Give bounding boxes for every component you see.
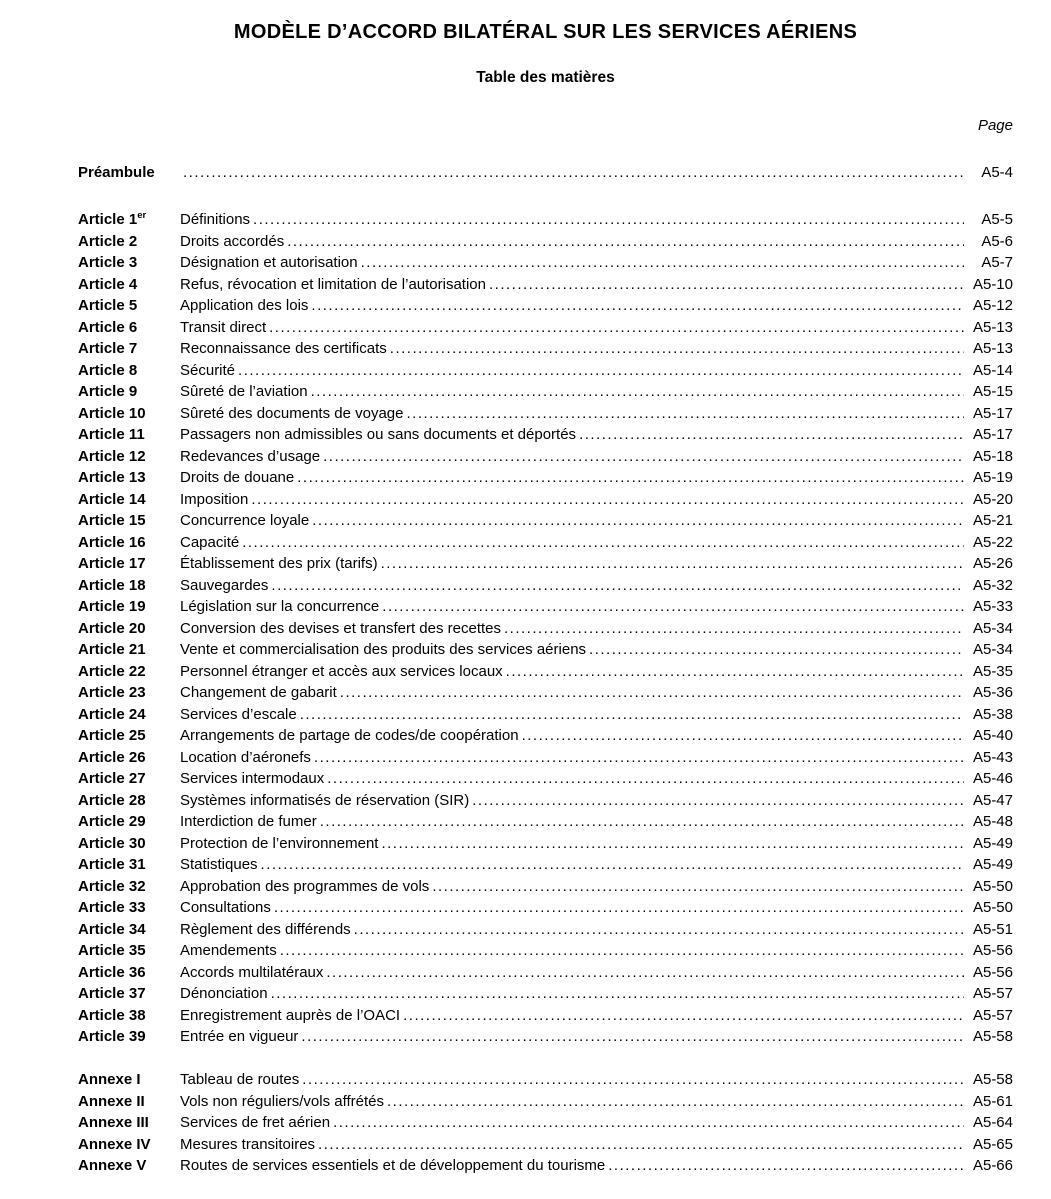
- toc-entry-label: Article 14: [78, 490, 146, 508]
- dot-leader: [298, 1026, 964, 1048]
- dot-leader: [250, 209, 964, 231]
- toc-entry-title: Concurrence loyale: [180, 512, 310, 529]
- dot-leader: [180, 162, 964, 184]
- dot-leader: [317, 811, 964, 833]
- toc-entry-title: Imposition: [180, 490, 249, 508]
- toc-entry-page: A5-13: [972, 318, 1013, 336]
- toc-entry-label: Article 25: [78, 727, 146, 744]
- toc-entry-title: Redevances d’usage: [180, 447, 321, 465]
- dot-leader: [503, 661, 964, 683]
- toc-entry-label: Article 13: [78, 469, 146, 486]
- toc-row: [78, 876, 1013, 898]
- dot-leader: [358, 252, 964, 274]
- toc-entry-label: Article 15: [78, 512, 146, 529]
- toc-annexes-group: [78, 1069, 1013, 1177]
- toc-entry-title: Transit direct: [180, 318, 267, 336]
- toc-entry-label: Article 7: [78, 340, 138, 357]
- toc-row: [78, 940, 1013, 962]
- toc-entry-page: A5-20: [972, 490, 1013, 508]
- toc-entry-title: Sûreté de l’aviation: [180, 383, 308, 400]
- toc-row: [78, 252, 1013, 274]
- toc-entry-label: Article 11: [78, 426, 145, 443]
- toc-entry-title: Droits accordés: [180, 232, 285, 250]
- toc-entry-label: Article 6: [78, 318, 138, 336]
- toc-entry-label: Article 29: [78, 813, 146, 830]
- toc-entry-title: Sûreté des documents de voyage: [180, 404, 404, 422]
- toc-entry-title: Vols non réguliers/vols affrétés: [180, 1092, 385, 1110]
- toc-row: [78, 338, 1013, 360]
- toc-row: [78, 854, 1013, 876]
- toc-entry-page: A5-61: [972, 1092, 1013, 1110]
- toc-entry-page: A5-43: [972, 748, 1013, 766]
- toc-entry-title: Amendements: [180, 942, 277, 959]
- dot-leader: [378, 553, 964, 575]
- dot-leader: [294, 467, 964, 489]
- toc-entry-page: A5-32: [972, 576, 1013, 594]
- toc-row: [78, 381, 1013, 403]
- toc-entry-title: Changement de gabarit: [180, 684, 337, 701]
- toc-row: [78, 639, 1013, 661]
- toc-row: [78, 553, 1013, 575]
- toc-entry-title: Personnel étranger et accès aux services locaux: [180, 662, 503, 680]
- toc-entry-label: Article 18: [78, 576, 146, 594]
- dot-leader: [239, 532, 964, 554]
- toc-entry-page: A5-10: [972, 275, 1013, 293]
- toc-preamble-group: [78, 162, 1013, 184]
- toc-row: [78, 725, 1013, 747]
- toc-entry-title: Arrangements de partage de codes/de coopération: [180, 727, 519, 744]
- toc-entry-page: A5-57: [972, 1006, 1013, 1024]
- toc-entry-label: Annexe III: [78, 1114, 149, 1131]
- dot-leader: [403, 403, 964, 425]
- toc-row: [78, 661, 1013, 683]
- dot-leader: [351, 919, 964, 941]
- toc-row: [78, 1091, 1013, 1113]
- toc-entry-page: A5-50: [972, 899, 1013, 916]
- toc-entry-title: Enregistrement auprès de l’OACI: [180, 1006, 401, 1024]
- page-column-label: Page: [977, 117, 1013, 134]
- toc-entry-label: Article 20: [78, 619, 146, 637]
- toc-entry-label: Article 34: [78, 920, 146, 938]
- toc-row: [78, 424, 1013, 446]
- toc-entry-page: A5-48: [972, 813, 1013, 830]
- toc-row: [78, 162, 1013, 184]
- toc-entry-page: A5-17: [972, 426, 1013, 443]
- dot-leader: [469, 790, 964, 812]
- dot-leader: [311, 747, 964, 769]
- toc-row: [78, 532, 1013, 554]
- toc-row: [78, 403, 1013, 425]
- toc-entry-title: Sécurité: [180, 361, 236, 379]
- toc-row: [78, 1005, 1013, 1027]
- toc-entry-label-superscript: er: [137, 210, 147, 221]
- toc-entry-title: Tableau de routes: [180, 1071, 300, 1088]
- toc-entry-label: Article 5: [78, 297, 138, 314]
- toc-row: [78, 811, 1013, 833]
- dot-leader: [266, 317, 964, 339]
- dot-leader: [586, 639, 964, 661]
- toc-entry-title: Protection de l’environnement: [180, 834, 379, 852]
- toc-row: [78, 274, 1013, 296]
- toc-row: [78, 1112, 1013, 1134]
- toc-entry-page: A5-34: [972, 619, 1013, 637]
- toc-entry-page: A5-50: [972, 877, 1013, 895]
- dot-leader: [258, 854, 964, 876]
- toc-entry-page: A5-33: [972, 598, 1013, 615]
- toc-entry-label: Article 16: [78, 533, 146, 551]
- toc-entry-page: A5-65: [972, 1135, 1013, 1153]
- toc-entry-title: Refus, révocation et limitation de l’autorisation: [180, 275, 486, 293]
- toc-entry-title: Conversion des devises et transfert des recettes: [180, 619, 501, 637]
- toc-entry-page: A5-7: [981, 254, 1013, 271]
- toc-entry-label: Article 2: [78, 232, 138, 250]
- toc-entry-title: Capacité: [180, 533, 240, 551]
- toc-entry-page: A5-66: [972, 1157, 1013, 1174]
- dot-leader: [320, 446, 964, 468]
- toc-row: [78, 897, 1013, 919]
- dot-leader: [284, 231, 964, 253]
- dot-leader: [486, 274, 964, 296]
- toc-entry-page: A5-34: [972, 641, 1013, 658]
- toc-entry-title: Routes de services essentiels et de développement du tourisme: [180, 1157, 606, 1174]
- toc-row: [78, 747, 1013, 769]
- toc-row: [78, 575, 1013, 597]
- toc-entry-title: Application des lois: [180, 297, 309, 314]
- dot-leader: [605, 1155, 964, 1177]
- toc-row: [78, 467, 1013, 489]
- toc-entry-label: Article 24: [78, 705, 146, 723]
- toc-entry-label: Article 35: [78, 942, 146, 959]
- toc-entry-label: Article 32: [78, 877, 146, 895]
- toc-entry-label: Article 12: [78, 447, 146, 465]
- toc-entry-page: A5-56: [972, 963, 1013, 981]
- dot-leader: [429, 876, 964, 898]
- toc-entry-label: Article 38: [78, 1006, 146, 1024]
- toc-row: [78, 1155, 1013, 1177]
- toc-entry-label: Article 36: [78, 963, 146, 981]
- toc-entry-label: Article 10: [78, 404, 146, 422]
- toc-entry-title: Systèmes informatisés de réservation (SIR): [180, 791, 470, 809]
- toc-entry-page: A5-49: [972, 834, 1013, 852]
- dot-leader: [299, 1069, 964, 1091]
- toc-entry-label: Article 27: [78, 770, 146, 787]
- toc-row: [78, 205, 1013, 231]
- toc-entry-title: Mesures transitoires: [180, 1135, 316, 1153]
- toc-entry-title: Consultations: [180, 899, 271, 916]
- toc-entry-label: Article 39: [78, 1028, 146, 1045]
- dot-leader: [330, 1112, 964, 1134]
- toc-entry-title: Services d’escale: [180, 705, 297, 723]
- toc-entry-title: Droits de douane: [180, 469, 295, 486]
- dot-leader: [519, 725, 964, 747]
- toc-entry-page: A5-21: [972, 512, 1013, 529]
- toc-entry-title: Interdiction de fumer: [180, 813, 317, 830]
- toc-entry-page: A5-56: [972, 942, 1013, 959]
- toc-entry-label: Article 3: [78, 254, 138, 271]
- toc-entry-title: Établissement des prix (tarifs): [180, 555, 378, 572]
- dot-leader: [501, 618, 964, 640]
- dot-leader: [271, 897, 964, 919]
- toc-entry-label: Article 4: [78, 275, 138, 293]
- toc-entry-label: Annexe V: [78, 1157, 147, 1174]
- document-title: MODÈLE D’ACCORD BILATÉRAL SUR LES SERVICES AÉRIENS: [233, 21, 858, 43]
- toc-row: [78, 682, 1013, 704]
- dot-leader: [309, 510, 964, 532]
- toc-entry-title: Statistiques: [180, 856, 258, 873]
- toc-row: [78, 596, 1013, 618]
- toc-entry-label: Article 23: [78, 684, 146, 701]
- dot-leader: [277, 940, 964, 962]
- toc-entry-page: A5-47: [972, 791, 1013, 809]
- dot-leader: [324, 768, 964, 790]
- toc-entry-title: Vente et commercialisation des produits des services aériens: [180, 641, 587, 658]
- toc-entry-title: Reconnaissance des certificats: [180, 340, 387, 357]
- toc-entry-page: A5-51: [972, 920, 1013, 938]
- toc-entry-page: A5-12: [972, 297, 1013, 314]
- toc-entry-label: Article 17: [78, 555, 146, 572]
- dot-leader: [248, 489, 964, 511]
- toc-entry-title: Approbation des programmes de vols: [180, 877, 430, 895]
- toc-row: [78, 360, 1013, 382]
- toc-entry-page: A5-58: [972, 1071, 1013, 1088]
- toc-entry-label: Préambule: [78, 164, 155, 181]
- toc-row: [78, 833, 1013, 855]
- toc-row: [78, 983, 1013, 1005]
- toc-entry-page: A5-64: [972, 1114, 1013, 1131]
- toc-entry-title: Entrée en vigueur: [180, 1028, 299, 1045]
- toc-entry-title: Services intermodaux: [180, 770, 325, 787]
- dot-leader: [400, 1005, 964, 1027]
- dot-leader: [268, 983, 964, 1005]
- toc-row: [78, 317, 1013, 339]
- dot-leader: [235, 360, 964, 382]
- toc-row: [78, 1069, 1013, 1091]
- toc-row: [78, 510, 1013, 532]
- dot-leader: [576, 424, 964, 446]
- toc-entry-label: Article 19: [78, 598, 146, 615]
- toc-entry-label: Article 22: [78, 662, 146, 680]
- toc-entry-page: A5-22: [972, 533, 1013, 551]
- toc-entry-title: Sauvegardes: [180, 576, 269, 594]
- toc-entry-page: A5-58: [972, 1028, 1013, 1045]
- toc-row: [78, 231, 1013, 253]
- toc-entry-title: Règlement des différends: [180, 920, 351, 938]
- toc-entry-label: Article 33: [78, 899, 146, 916]
- toc-entry-title: Législation sur la concurrence: [180, 598, 380, 615]
- dot-leader: [323, 962, 964, 984]
- toc-entry-title: Désignation et autorisation: [180, 254, 358, 271]
- toc-entry-label: Article 21: [78, 641, 146, 658]
- toc-entry-page: A5-18: [972, 447, 1013, 465]
- toc-entry-label: Annexe II: [78, 1092, 145, 1110]
- toc-row: [78, 295, 1013, 317]
- toc-entry-page: A5-57: [972, 985, 1013, 1002]
- toc-entry-label: Article 9: [78, 383, 138, 400]
- toc-entry-page: A5-17: [972, 404, 1013, 422]
- toc-entry-label: Article 30: [78, 834, 146, 852]
- toc-entry-page: A5-49: [972, 856, 1013, 873]
- toc-row: [78, 1134, 1013, 1156]
- toc-entry-page: A5-46: [972, 770, 1013, 787]
- toc-entry-title: Passagers non admissibles ou sans documents et déportés: [180, 426, 577, 443]
- toc-row: [78, 618, 1013, 640]
- toc-entry-page: A5-38: [972, 705, 1013, 723]
- toc-row: [78, 790, 1013, 812]
- dot-leader: [297, 704, 964, 726]
- toc-entry-page: A5-4: [981, 164, 1013, 181]
- toc-entry-title: Accords multilatéraux: [180, 963, 324, 981]
- toc-entry-title: Dénonciation: [180, 985, 268, 1002]
- toc-heading: Table des matières: [476, 69, 615, 86]
- toc-entry-page: A5-36: [972, 684, 1013, 701]
- dot-leader: [315, 1134, 964, 1156]
- dot-leader: [308, 295, 964, 317]
- toc-entry-label: Article 37: [78, 985, 146, 1002]
- toc-entry-label: Annexe IV: [78, 1135, 151, 1153]
- toc-entry-label: Article 26: [78, 748, 146, 766]
- toc-row: [78, 446, 1013, 468]
- toc-entry-label: Annexe I: [78, 1071, 141, 1088]
- dot-leader: [308, 381, 964, 403]
- toc-row: [78, 489, 1013, 511]
- toc-entry-label: Article 31: [78, 856, 146, 873]
- toc-entry-label: Article 8: [78, 361, 138, 379]
- toc-row: [78, 919, 1013, 941]
- toc-row: [78, 1026, 1013, 1048]
- toc-articles-group: [78, 205, 1013, 1048]
- toc-entry-page: A5-35: [972, 662, 1013, 680]
- toc-entry-page: A5-6: [981, 232, 1013, 250]
- toc-entry-page: A5-40: [972, 727, 1013, 744]
- toc-entry-page: A5-19: [972, 469, 1013, 486]
- toc-entry-title: Définitions: [180, 211, 251, 228]
- toc-row: [78, 962, 1013, 984]
- toc-entry-title: Services de fret aérien: [180, 1114, 331, 1131]
- dot-leader: [379, 596, 964, 618]
- toc-entry-title: Location d’aéronefs: [180, 748, 311, 766]
- dot-leader: [378, 833, 964, 855]
- toc-entry-page: A5-15: [972, 383, 1013, 400]
- dot-leader: [387, 338, 964, 360]
- toc-entry-page: A5-14: [972, 361, 1013, 379]
- toc-entry-label: Article 28: [78, 791, 146, 809]
- toc-row: [78, 704, 1013, 726]
- dot-leader: [337, 682, 964, 704]
- toc-row: [78, 768, 1013, 790]
- toc-entry-label: Article 1er: [78, 210, 147, 228]
- dot-leader: [384, 1091, 964, 1113]
- toc-entry-page: A5-26: [972, 555, 1013, 572]
- toc-entry-page: A5-13: [972, 340, 1013, 357]
- dot-leader: [268, 575, 964, 597]
- toc-entry-page: A5-5: [981, 211, 1013, 228]
